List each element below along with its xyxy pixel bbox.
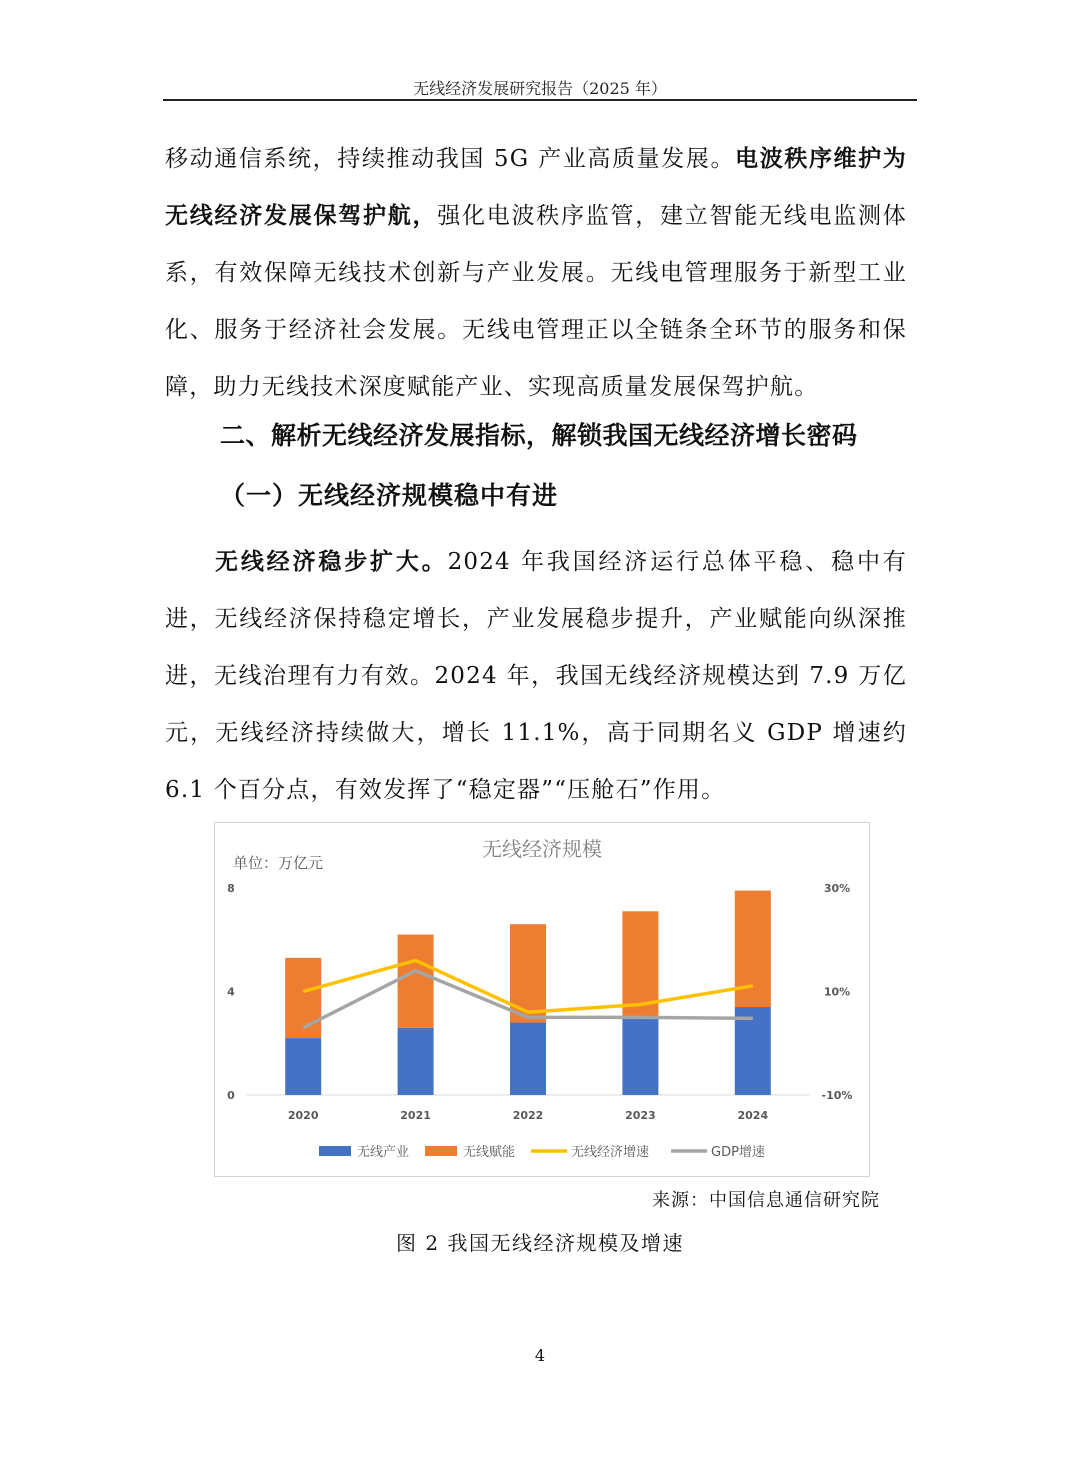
paragraph-1-bold: 电波秩序维护为无线经济发展保驾护航，	[165, 146, 907, 229]
paragraph-1-text-b: 强化电波秩序监管，建立智能无线电监测体系，有效保障无线技术创新与产业发展。无线电管理服务于新型工业化、服务于经济社会发展。无线电管理正以全链条全环节的服务和保障，助力无线技术深度赋能产业、实现高质量发展保驾护航。	[165, 203, 907, 400]
wireless-economy-chart	[214, 822, 870, 1177]
chart-title: 无线经济规模	[482, 837, 602, 861]
section-heading: 二、解析无线经济发展指标，解锁我国无线经济增长密码	[220, 421, 858, 450]
x-tick-label: 2023	[625, 1109, 656, 1122]
bar-wireless-empowerment	[398, 935, 434, 1028]
x-tick-label: 2024	[737, 1109, 769, 1122]
y-left-tick-label: 0	[227, 1089, 235, 1102]
legend-wireless-industry-label: 无线产业	[357, 1145, 410, 1160]
y-left-tick-label: 4	[227, 985, 235, 999]
bar-wireless-industry	[285, 1038, 321, 1095]
running-header: 无线经济发展研究报告（2025 年）	[413, 79, 667, 98]
y-right-tick-label: -10%	[821, 1089, 853, 1102]
bar-wireless-industry	[735, 1007, 771, 1095]
y-left-tick-label: 8	[227, 882, 235, 895]
x-tick-label: 2021	[400, 1109, 431, 1122]
bar-wireless-industry	[398, 1028, 434, 1095]
paragraph-2-text: 2024 年我国经济运行总体平稳、稳中有进，无线经济保持稳定增长，产业发展稳步提升，产业赋能向纵深推进，无线治理有力有效。2024 年，我国无线经济规模达到 7.9 万亿元，无线经济持续做大，增长 11.1%，高于同期名义 GDP 增速约 6.1 个百分点，有效发挥了“稳定器”“压舱石”作用。	[165, 549, 907, 803]
legend-gdp-growth-label: GDP增速	[711, 1145, 765, 1160]
x-tick-label: 2022	[512, 1109, 544, 1122]
paragraph-1	[165, 131, 907, 416]
bar-wireless-industry	[510, 1023, 546, 1095]
paragraph-2-bold: 无线经济稳步扩大。	[215, 549, 448, 575]
header-rule	[163, 99, 917, 101]
y-right-tick-label: 30%	[823, 882, 851, 895]
bar-wireless-industry	[622, 1017, 658, 1095]
legend-wireless-growth-label: 无线经济增速	[571, 1145, 650, 1160]
legend-wireless-industry-swatch	[319, 1146, 351, 1156]
subsection-heading: （一）无线经济规模稳中有进	[220, 481, 559, 510]
chart-canvas	[215, 823, 869, 1176]
x-tick-label: 2020	[287, 1109, 319, 1122]
figure-caption: 图 2 我国无线经济规模及增速	[396, 1231, 684, 1255]
paragraph-1-text-a: 移动通信系统，持续推动我国 5G 产业高质量发展。	[165, 146, 736, 172]
chart-unit-label: 单位：万亿元	[233, 854, 324, 872]
y-right-tick-label: 10%	[823, 985, 851, 999]
legend-wireless-empowerment-swatch	[425, 1146, 457, 1156]
paragraph-2	[165, 534, 907, 819]
page-number: 4	[534, 1346, 546, 1365]
figure-source: 来源：中国信息通信研究院	[652, 1190, 880, 1211]
legend-wireless-empowerment-label: 无线赋能	[463, 1145, 516, 1160]
